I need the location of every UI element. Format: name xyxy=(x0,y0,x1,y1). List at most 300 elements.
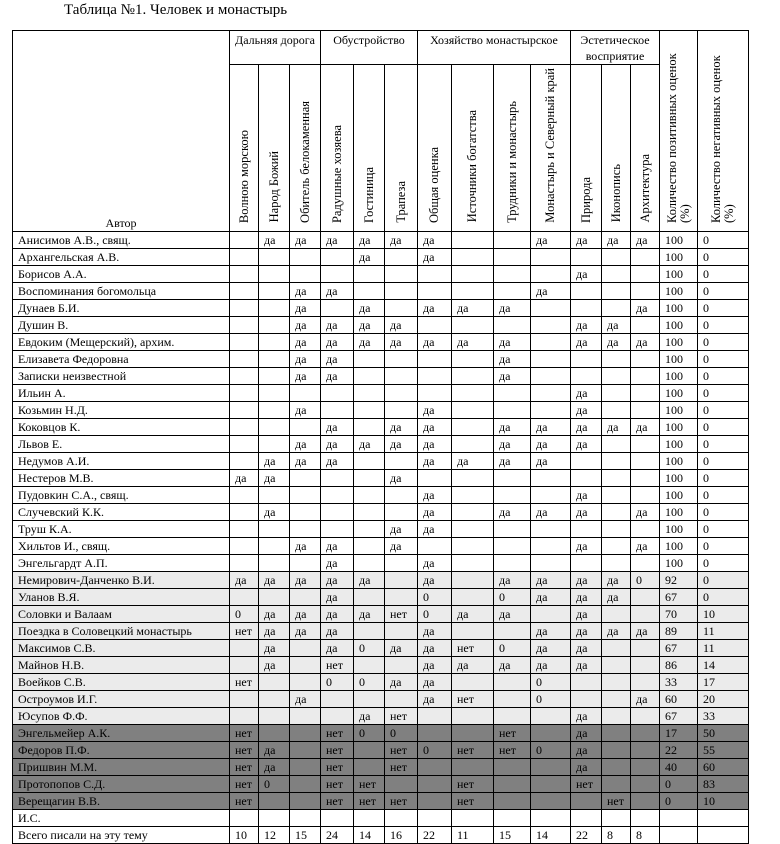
value-cell: 40 xyxy=(660,758,698,775)
value-cell xyxy=(631,809,660,826)
value-cell xyxy=(494,282,531,299)
value-cell: да xyxy=(631,231,660,248)
value-cell: да xyxy=(631,690,660,707)
column-header xyxy=(385,65,418,232)
value-cell: 100 xyxy=(660,401,698,418)
value-cell xyxy=(230,367,259,384)
value-cell xyxy=(452,537,494,554)
value-cell xyxy=(321,401,354,418)
value-cell: нет xyxy=(385,792,418,809)
value-cell: да xyxy=(418,639,452,656)
value-cell xyxy=(354,469,385,486)
value-cell xyxy=(631,469,660,486)
value-cell: да xyxy=(230,469,259,486)
value-cell: 0 xyxy=(418,605,452,622)
value-cell: да xyxy=(354,571,385,588)
value-cell xyxy=(354,758,385,775)
value-cell xyxy=(452,316,494,333)
column-header xyxy=(452,65,494,232)
value-cell xyxy=(230,707,259,724)
value-cell: 0 xyxy=(259,775,290,792)
value-cell: 22 xyxy=(418,826,452,843)
value-cell xyxy=(230,299,259,316)
value-cell xyxy=(230,231,259,248)
value-cell xyxy=(321,520,354,537)
value-cell xyxy=(660,809,698,826)
column-header-label: Монастырь и Северный край xyxy=(543,68,557,223)
value-cell: да xyxy=(230,571,259,588)
value-cell xyxy=(385,588,418,605)
value-cell xyxy=(631,520,660,537)
value-cell xyxy=(418,469,452,486)
author-name-cell: Энгельмейер А.К. xyxy=(13,724,230,741)
group-header: Обустройство xyxy=(321,31,418,65)
value-cell xyxy=(259,367,290,384)
value-cell: да xyxy=(321,231,354,248)
value-cell: 0 xyxy=(418,588,452,605)
value-cell: 0 xyxy=(698,418,749,435)
value-cell xyxy=(385,571,418,588)
value-cell xyxy=(631,775,660,792)
value-cell: да xyxy=(531,588,571,605)
column-header-label: Иконопись xyxy=(608,164,623,223)
value-cell xyxy=(354,452,385,469)
value-cell xyxy=(259,673,290,690)
table-row xyxy=(13,452,749,469)
group-header: Хозяйство монастырское xyxy=(418,31,571,65)
value-cell: да xyxy=(321,622,354,639)
table-row xyxy=(13,248,749,265)
value-cell: да xyxy=(571,435,602,452)
table-row xyxy=(13,554,749,571)
value-cell xyxy=(321,265,354,282)
author-name-cell: Поездка в Соловецкий монастырь xyxy=(13,622,230,639)
value-cell: нет xyxy=(230,758,259,775)
column-header xyxy=(418,65,452,232)
value-cell xyxy=(531,248,571,265)
value-cell: да xyxy=(259,639,290,656)
value-cell: да xyxy=(418,554,452,571)
value-cell xyxy=(571,554,602,571)
value-cell: да xyxy=(602,418,631,435)
value-cell xyxy=(259,537,290,554)
column-header xyxy=(631,65,660,232)
value-cell xyxy=(230,452,259,469)
value-cell: 11 xyxy=(452,826,494,843)
value-cell: 100 xyxy=(660,486,698,503)
table-row xyxy=(13,367,749,384)
value-cell xyxy=(385,384,418,401)
value-cell: 10 xyxy=(698,605,749,622)
value-cell xyxy=(571,350,602,367)
value-cell: 14 xyxy=(354,826,385,843)
value-cell xyxy=(452,588,494,605)
value-cell: да xyxy=(531,435,571,452)
value-cell xyxy=(452,469,494,486)
value-cell: да xyxy=(290,571,321,588)
value-cell xyxy=(354,554,385,571)
table-row xyxy=(13,707,749,724)
value-cell xyxy=(259,350,290,367)
value-cell: да xyxy=(321,571,354,588)
value-cell: 0 xyxy=(354,639,385,656)
value-cell: 100 xyxy=(660,333,698,350)
value-cell: 0 xyxy=(385,724,418,741)
value-cell xyxy=(631,707,660,724)
column-header xyxy=(494,65,531,232)
value-cell xyxy=(354,622,385,639)
value-cell: нет xyxy=(230,724,259,741)
value-cell xyxy=(602,741,631,758)
value-cell: да xyxy=(259,605,290,622)
value-cell xyxy=(354,520,385,537)
value-cell: да xyxy=(571,316,602,333)
value-cell: 33 xyxy=(660,673,698,690)
author-name-cell: Случевский К.К. xyxy=(13,503,230,520)
value-cell: 0 xyxy=(698,435,749,452)
value-cell: 100 xyxy=(660,299,698,316)
value-cell: да xyxy=(602,571,631,588)
value-cell: да xyxy=(290,622,321,639)
value-cell xyxy=(631,486,660,503)
value-cell: нет xyxy=(385,758,418,775)
value-cell: нет xyxy=(321,792,354,809)
value-cell xyxy=(602,775,631,792)
value-cell xyxy=(290,809,321,826)
value-cell xyxy=(494,775,531,792)
value-cell: да xyxy=(385,673,418,690)
author-name-cell: Недумов А.И. xyxy=(13,452,230,469)
value-cell: да xyxy=(418,435,452,452)
value-cell: да xyxy=(290,537,321,554)
value-cell: 89 xyxy=(660,622,698,639)
value-cell xyxy=(385,265,418,282)
value-cell: 24 xyxy=(321,826,354,843)
value-cell xyxy=(230,350,259,367)
value-cell: да xyxy=(290,316,321,333)
value-cell: 20 xyxy=(698,690,749,707)
value-cell: нет xyxy=(452,639,494,656)
value-cell xyxy=(385,622,418,639)
value-cell: нет xyxy=(321,758,354,775)
value-cell: 67 xyxy=(660,639,698,656)
value-cell: да xyxy=(631,418,660,435)
column-header xyxy=(230,65,259,232)
value-cell xyxy=(698,809,749,826)
author-name-cell: Душин В. xyxy=(13,316,230,333)
value-cell: да xyxy=(452,605,494,622)
value-cell: 11 xyxy=(698,622,749,639)
value-cell: 0 xyxy=(698,452,749,469)
value-cell: 0 xyxy=(660,792,698,809)
value-cell: да xyxy=(571,741,602,758)
value-cell xyxy=(259,520,290,537)
value-cell xyxy=(452,384,494,401)
value-cell: да xyxy=(494,418,531,435)
value-cell: да xyxy=(418,401,452,418)
column-header-label: Гостиница xyxy=(361,166,376,223)
author-name-cell: Энгельгардт А.П. xyxy=(13,554,230,571)
value-cell xyxy=(418,282,452,299)
value-cell xyxy=(602,707,631,724)
value-cell xyxy=(259,401,290,418)
value-cell: да xyxy=(571,724,602,741)
value-cell xyxy=(290,724,321,741)
column-header xyxy=(321,65,354,232)
value-cell xyxy=(494,758,531,775)
column-header xyxy=(660,31,698,232)
value-cell: да xyxy=(494,299,531,316)
value-cell: да xyxy=(531,503,571,520)
column-header-label: Народ Божий xyxy=(266,151,281,223)
value-cell xyxy=(354,350,385,367)
value-cell xyxy=(385,775,418,792)
table-row xyxy=(13,826,749,843)
value-cell xyxy=(452,367,494,384)
value-cell: 0 xyxy=(698,537,749,554)
value-cell xyxy=(259,282,290,299)
value-cell: да xyxy=(290,282,321,299)
table-title: Таблица №1. Человек и монастырь xyxy=(64,2,288,18)
value-cell: да xyxy=(354,299,385,316)
value-cell: нет xyxy=(602,792,631,809)
value-cell xyxy=(418,350,452,367)
value-cell xyxy=(494,673,531,690)
value-cell: да xyxy=(385,639,418,656)
value-cell xyxy=(531,469,571,486)
value-cell: 22 xyxy=(660,741,698,758)
value-cell: да xyxy=(321,452,354,469)
value-cell xyxy=(230,282,259,299)
value-cell xyxy=(602,724,631,741)
table-row xyxy=(13,469,749,486)
value-cell xyxy=(531,486,571,503)
value-cell: 0 xyxy=(698,299,749,316)
value-cell xyxy=(631,758,660,775)
value-cell xyxy=(259,435,290,452)
value-cell: 0 xyxy=(531,673,571,690)
value-cell xyxy=(354,401,385,418)
value-cell xyxy=(602,350,631,367)
value-cell xyxy=(571,248,602,265)
value-cell: нет xyxy=(321,741,354,758)
value-cell: 0 xyxy=(698,571,749,588)
value-cell: да xyxy=(418,503,452,520)
value-cell: да xyxy=(571,384,602,401)
column-header-label: Количество негативных оценок (%) xyxy=(709,55,737,223)
value-cell: да xyxy=(354,707,385,724)
column-header-label: Радушные хозяева xyxy=(329,124,344,223)
value-cell: да xyxy=(571,605,602,622)
column-header-label: Обитель белокаменная xyxy=(297,100,312,223)
value-cell: да xyxy=(321,554,354,571)
value-cell: да xyxy=(290,367,321,384)
value-cell: нет xyxy=(230,741,259,758)
value-cell: 12 xyxy=(259,826,290,843)
value-cell xyxy=(602,486,631,503)
value-cell xyxy=(290,775,321,792)
value-cell xyxy=(602,282,631,299)
value-cell xyxy=(230,809,259,826)
value-cell xyxy=(494,707,531,724)
value-cell xyxy=(631,656,660,673)
value-cell xyxy=(321,809,354,826)
value-cell: да xyxy=(354,231,385,248)
value-cell: 0 xyxy=(698,231,749,248)
value-cell xyxy=(452,248,494,265)
value-cell xyxy=(452,486,494,503)
value-cell: 0 xyxy=(698,503,749,520)
value-cell: да xyxy=(494,605,531,622)
author-name-cell: Львов Е. xyxy=(13,435,230,452)
value-cell xyxy=(494,401,531,418)
value-cell xyxy=(321,248,354,265)
table-row xyxy=(13,401,749,418)
value-cell: 60 xyxy=(660,690,698,707)
value-cell xyxy=(290,469,321,486)
value-cell: да xyxy=(321,639,354,656)
value-cell xyxy=(452,231,494,248)
table-row xyxy=(13,520,749,537)
value-cell xyxy=(230,588,259,605)
table-row xyxy=(13,231,749,248)
value-cell: да xyxy=(418,299,452,316)
value-cell xyxy=(259,588,290,605)
value-cell xyxy=(418,775,452,792)
value-cell xyxy=(571,690,602,707)
value-cell: да xyxy=(571,588,602,605)
value-cell xyxy=(571,809,602,826)
value-cell xyxy=(602,248,631,265)
value-cell xyxy=(385,690,418,707)
value-cell: 17 xyxy=(660,724,698,741)
value-cell: 100 xyxy=(660,282,698,299)
value-cell: нет xyxy=(230,622,259,639)
value-cell xyxy=(230,384,259,401)
value-cell xyxy=(602,384,631,401)
value-cell: да xyxy=(494,367,531,384)
value-cell: да xyxy=(494,452,531,469)
value-cell: 14 xyxy=(698,656,749,673)
value-cell: 15 xyxy=(290,826,321,843)
value-cell xyxy=(631,316,660,333)
value-cell: да xyxy=(321,282,354,299)
value-cell: да xyxy=(631,503,660,520)
value-cell xyxy=(494,520,531,537)
value-cell: нет xyxy=(452,792,494,809)
value-cell: да xyxy=(531,282,571,299)
value-cell: нет xyxy=(230,792,259,809)
column-header-label: Источники богатства xyxy=(465,110,479,223)
table-row xyxy=(13,605,749,622)
table-row xyxy=(13,690,749,707)
value-cell xyxy=(452,622,494,639)
value-cell xyxy=(354,265,385,282)
author-name-cell: Пудовкин С.А., свящ. xyxy=(13,486,230,503)
value-cell: да xyxy=(259,469,290,486)
value-cell xyxy=(494,690,531,707)
value-cell xyxy=(259,486,290,503)
value-cell xyxy=(631,452,660,469)
value-cell xyxy=(418,724,452,741)
value-cell xyxy=(354,486,385,503)
value-cell: да xyxy=(571,486,602,503)
value-cell: да xyxy=(321,367,354,384)
value-cell xyxy=(385,656,418,673)
value-cell xyxy=(290,639,321,656)
value-cell: да xyxy=(385,537,418,554)
value-cell xyxy=(602,367,631,384)
value-cell: 100 xyxy=(660,537,698,554)
column-header-label: Трудники и монастырь xyxy=(504,100,519,223)
value-cell xyxy=(494,316,531,333)
value-cell xyxy=(418,792,452,809)
value-cell xyxy=(452,571,494,588)
value-cell: нет xyxy=(385,741,418,758)
value-cell xyxy=(321,503,354,520)
value-cell xyxy=(602,690,631,707)
value-cell: 100 xyxy=(660,248,698,265)
value-cell: 10 xyxy=(230,826,259,843)
value-cell: да xyxy=(418,673,452,690)
value-cell: да xyxy=(321,418,354,435)
value-cell: да xyxy=(290,452,321,469)
value-cell xyxy=(452,520,494,537)
value-cell: да xyxy=(259,503,290,520)
author-name-cell: Ильин А. xyxy=(13,384,230,401)
value-cell: да xyxy=(290,435,321,452)
value-cell: 8 xyxy=(602,826,631,843)
value-cell xyxy=(631,367,660,384)
value-cell xyxy=(531,605,571,622)
value-cell: 83 xyxy=(698,775,749,792)
table-row xyxy=(13,265,749,282)
value-cell xyxy=(354,503,385,520)
table-row xyxy=(13,299,749,316)
value-cell: да xyxy=(602,588,631,605)
value-cell xyxy=(531,792,571,809)
value-cell xyxy=(230,333,259,350)
value-cell xyxy=(531,350,571,367)
value-cell xyxy=(602,452,631,469)
author-name-cell: Борисов А.А. xyxy=(13,265,230,282)
value-cell: 0 xyxy=(321,673,354,690)
value-cell xyxy=(259,724,290,741)
value-cell xyxy=(259,809,290,826)
value-cell xyxy=(631,741,660,758)
value-cell: да xyxy=(631,333,660,350)
value-cell xyxy=(290,503,321,520)
value-cell: да xyxy=(321,333,354,350)
value-cell: да xyxy=(259,452,290,469)
value-cell xyxy=(494,622,531,639)
value-cell: 17 xyxy=(698,673,749,690)
value-cell xyxy=(354,384,385,401)
value-cell xyxy=(259,316,290,333)
author-name-cell: Федоров П.Ф. xyxy=(13,741,230,758)
value-cell: да xyxy=(259,758,290,775)
value-cell xyxy=(531,537,571,554)
value-cell: да xyxy=(259,571,290,588)
value-cell xyxy=(494,384,531,401)
value-cell xyxy=(631,639,660,656)
value-cell: да xyxy=(418,452,452,469)
value-cell xyxy=(531,707,571,724)
value-cell: да xyxy=(452,333,494,350)
value-cell: да xyxy=(452,452,494,469)
value-cell xyxy=(290,554,321,571)
value-cell xyxy=(385,248,418,265)
